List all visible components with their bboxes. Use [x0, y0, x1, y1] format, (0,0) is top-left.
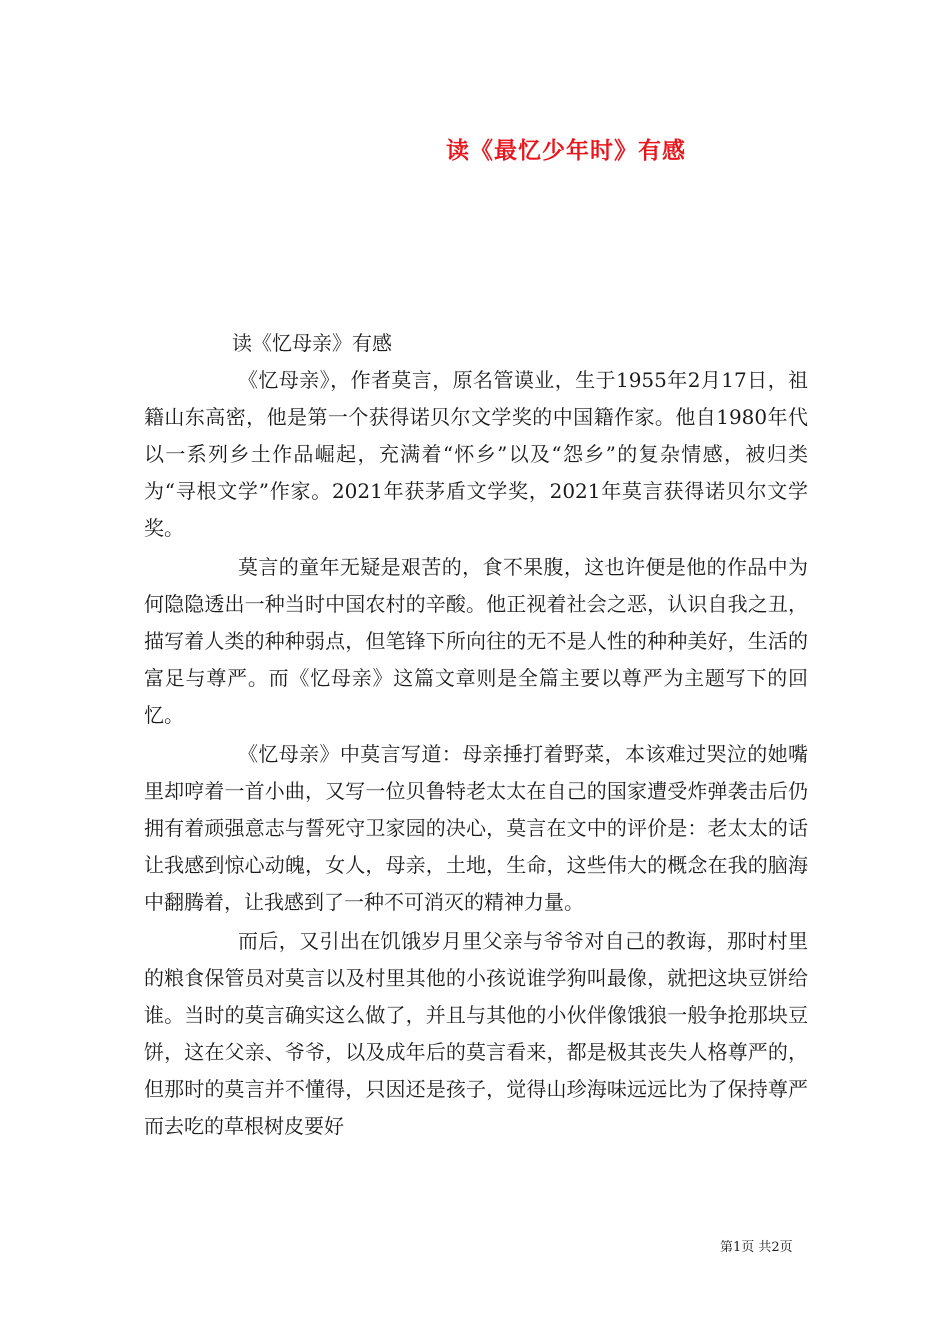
paragraph-1: 《忆母亲》，作者莫言，原名管谟业，生于1955年2月17日，祖籍山东高密，他是第一个获得诺贝尔文学奖的中国籍作家。他自1980年代以一系列乡土作品崛起，充满着“怀乡”以及“怨乡”的复杂情感，被归类为“寻根文学”作家。2021年获茅盾文学奖，2021年莫言获得诺贝尔文学奖。	[144, 368, 808, 540]
paragraph-3: 《忆母亲》中莫言写道：母亲捶打着野菜，本该难过哭泣的她嘴里却哼着一首小曲，又写一位贝鲁特老太太在自己的国家遭受炸弹袭击后仍拥有着顽强意志与誓死守卫家园的决心，莫言在文中的评价是：老太太的话让我感到惊心动魄，女人，母亲，土地，生命，这些伟大的概念在我的脑海中翻腾着，让我感到了一种不可消灭的精神力量。	[144, 742, 808, 914]
article-subheading: 读《忆母亲》有感	[232, 331, 392, 355]
article-body	[144, 362, 808, 1147]
paragraph-2: 莫言的童年无疑是艰苦的，食不果腹，这也许便是他的作品中为何隐隐透出一种当时中国农村的辛酸。他正视着社会之恶，认识自我之丑，描写着人类的种种弱点，但笔锋下所向往的无不是人性的种种美好，生活的富足与尊严。而《忆母亲》这篇文章则是全篇主要以尊严为主题写下的回忆。	[144, 555, 808, 727]
page-number-footer: 第1页 共2页	[720, 1240, 793, 1255]
paragraph-4: 而后，又引出在饥饿岁月里父亲与爷爷对自己的教诲，那时村里的粮食保管员对莫言以及村里其他的小孩说谁学狗叫最像，就把这块豆饼给谁。当时的莫言确实这么做了，并且与其他的小伙伴像饿狼一般争抢那块豆饼，这在父亲、爷爷，以及成年后的莫言看来，都是极其丧失人格尊严的，但那时的莫言并不懂得，只因还是孩子，觉得山珍海味远远比为了保持尊严而去吃的草根树皮要好	[144, 929, 808, 1138]
document-title: 读《最忆少年时》有感	[446, 137, 686, 164]
